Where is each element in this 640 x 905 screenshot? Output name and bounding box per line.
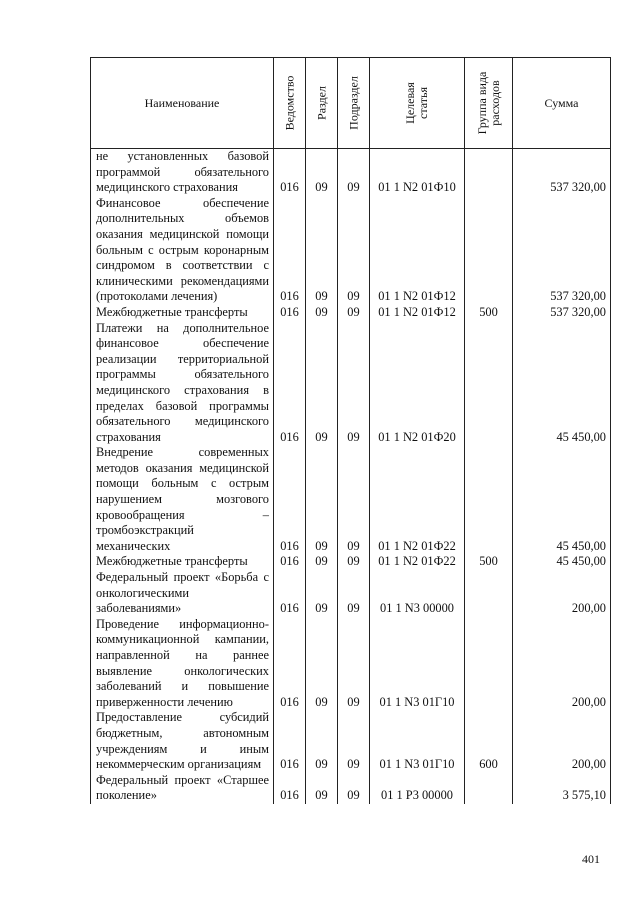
cell-name: Федеральный проект «Борьба с онкологическими заболеваниями» (91, 570, 274, 617)
cell-amount: 537 320,00 (513, 196, 611, 305)
table-body (91, 149, 611, 804)
header-target (370, 58, 465, 149)
cell-dept: 016 (274, 570, 306, 617)
cell-expense-group (465, 617, 513, 711)
table-header-row (91, 58, 611, 149)
cell-target: 01 1 N2 01Ф22 (370, 445, 465, 554)
cell-section: 09 (306, 570, 338, 617)
cell-subsection: 09 (338, 305, 370, 321)
cell-section: 09 (306, 773, 338, 804)
cell-amount: 200,00 (513, 570, 611, 617)
table-row (91, 445, 611, 554)
cell-expense-group (465, 773, 513, 804)
cell-expense-group: 500 (465, 305, 513, 321)
table-row (91, 570, 611, 617)
cell-dept: 016 (274, 321, 306, 446)
cell-expense-group (465, 445, 513, 554)
cell-amount: 3 575,10 (513, 773, 611, 804)
cell-name: не установленных базовой программой обязательного медицинского страхования (91, 149, 274, 196)
cell-dept: 016 (274, 617, 306, 711)
cell-target: 01 1 P3 00000 (370, 773, 465, 804)
cell-name: Федеральный проект «Старшее поколение» (91, 773, 274, 804)
cell-amount: 45 450,00 (513, 554, 611, 570)
cell-subsection: 09 (338, 617, 370, 711)
cell-section: 09 (306, 445, 338, 554)
header-target-label: Целевая статья (403, 82, 430, 124)
cell-expense-group (465, 570, 513, 617)
cell-section: 09 (306, 149, 338, 196)
cell-amount: 537 320,00 (513, 305, 611, 321)
cell-subsection: 09 (338, 570, 370, 617)
table-row (91, 773, 611, 804)
table-row (91, 305, 611, 321)
header-dept (274, 58, 306, 149)
cell-dept: 016 (274, 710, 306, 772)
table-row (91, 617, 611, 711)
cell-subsection: 09 (338, 445, 370, 554)
cell-dept: 016 (274, 445, 306, 554)
cell-name: Платежи на дополнительное финансовое обеспечение реализации территориальной программы обязательного медицинского страхования в пределах базовой программы обязательного медицинского страхования (91, 321, 274, 446)
cell-expense-group (465, 149, 513, 196)
header-dept-label: Ведомство (282, 75, 296, 131)
cell-section: 09 (306, 305, 338, 321)
cell-amount: 200,00 (513, 710, 611, 772)
budget-table (90, 57, 611, 804)
header-subsection (338, 58, 370, 149)
header-section (306, 58, 338, 149)
cell-section: 09 (306, 617, 338, 711)
cell-section: 09 (306, 196, 338, 305)
table-row (91, 149, 611, 196)
cell-target: 01 1 N2 01Ф12 (370, 196, 465, 305)
table-row (91, 710, 611, 772)
cell-section: 09 (306, 321, 338, 446)
cell-subsection: 09 (338, 773, 370, 804)
cell-amount: 45 450,00 (513, 445, 611, 554)
cell-dept: 016 (274, 305, 306, 321)
cell-name: Внедрение современных методов оказания медицинской помощи больным с острым нарушением мозгового кровообращения – тромбоэкстракций механических (91, 445, 274, 554)
cell-name: Межбюджетные трансферты (91, 554, 274, 570)
table-row (91, 554, 611, 570)
header-subsection-label: Подраздел (346, 76, 360, 130)
cell-expense-group (465, 196, 513, 305)
table-row (91, 196, 611, 305)
cell-target: 01 1 N3 01Г10 (370, 710, 465, 772)
cell-dept: 016 (274, 196, 306, 305)
header-name (91, 58, 274, 149)
cell-dept: 016 (274, 773, 306, 804)
cell-subsection: 09 (338, 149, 370, 196)
cell-target: 01 1 N2 01Ф10 (370, 149, 465, 196)
header-expense-group-label: Группа вида расходов (474, 71, 502, 135)
cell-section: 09 (306, 554, 338, 570)
cell-subsection: 09 (338, 710, 370, 772)
cell-target: 01 1 N2 01Ф22 (370, 554, 465, 570)
cell-amount: 45 450,00 (513, 321, 611, 446)
cell-expense-group: 500 (465, 554, 513, 570)
cell-amount: 537 320,00 (513, 149, 611, 196)
cell-expense-group: 600 (465, 710, 513, 772)
header-amount-label: Сумма (544, 95, 579, 110)
cell-target: 01 1 N3 01Г10 (370, 617, 465, 711)
header-name-label: Наименование (144, 95, 220, 110)
cell-target: 01 1 N3 00000 (370, 570, 465, 617)
budget-table-container (90, 57, 610, 804)
cell-amount: 200,00 (513, 617, 611, 711)
cell-name: Проведение информационно-коммуникационной кампании, направленной на раннее выявление онкологических заболеваний и повышение приверженности лечению (91, 617, 274, 711)
cell-name: Межбюджетные трансферты (91, 305, 274, 321)
page-number: 401 (582, 852, 600, 866)
cell-section: 09 (306, 710, 338, 772)
cell-dept: 016 (274, 554, 306, 570)
cell-subsection: 09 (338, 554, 370, 570)
cell-subsection: 09 (338, 196, 370, 305)
cell-subsection: 09 (338, 321, 370, 446)
header-amount (513, 58, 611, 149)
header-expense-group (465, 58, 513, 149)
cell-name: Предоставление субсидий бюджетным, автономным учреждениям и иным некоммерческим организациям (91, 710, 274, 772)
header-section-label: Раздел (314, 86, 328, 120)
cell-expense-group (465, 321, 513, 446)
cell-target: 01 1 N2 01Ф20 (370, 321, 465, 446)
cell-name: Финансовое обеспечение дополнительных объемов оказания медицинской помощи больным с острым коронарным синдромом в соответствии с клиническими рекомендациями (протоколами лечения) (91, 196, 274, 305)
cell-target: 01 1 N2 01Ф12 (370, 305, 465, 321)
cell-dept: 016 (274, 149, 306, 196)
table-row (91, 321, 611, 446)
